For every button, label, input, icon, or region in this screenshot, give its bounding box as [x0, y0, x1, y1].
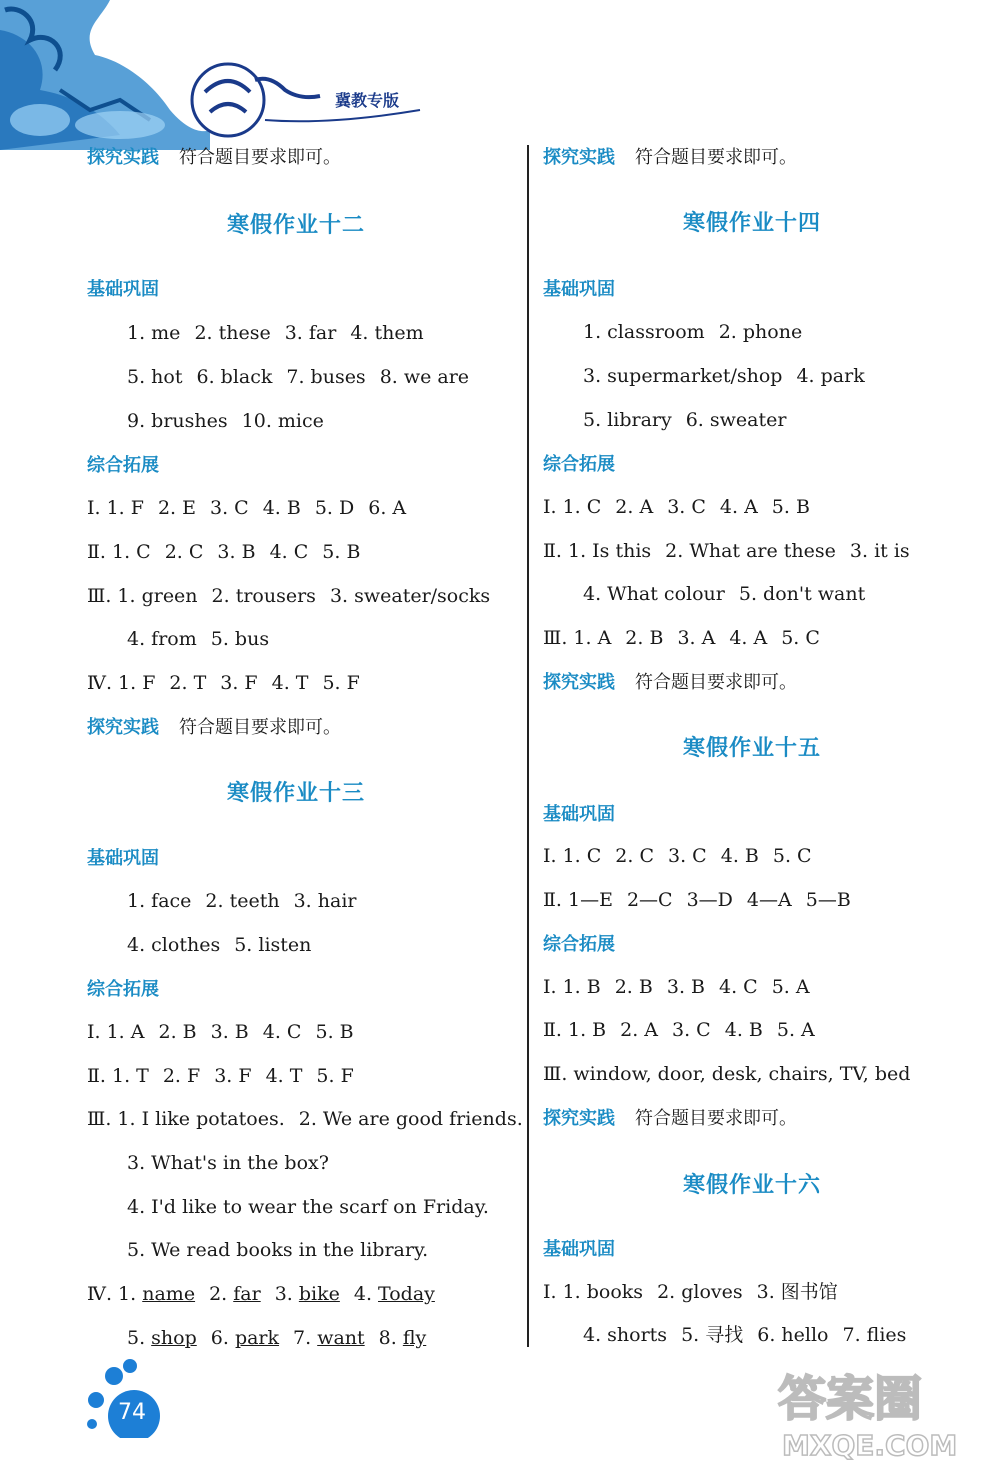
- answer-item: 4. T: [271, 672, 309, 694]
- underlined-answer: want: [317, 1327, 365, 1349]
- section-label: 探究实践: [87, 147, 159, 168]
- answer-item: 3. A: [677, 627, 716, 649]
- answer-item: 6. A: [368, 497, 407, 519]
- answer-item: [127, 1327, 197, 1349]
- answer-item: 2. trousers: [211, 585, 316, 607]
- answer-row: [87, 668, 374, 698]
- answer-item: 2. teeth: [205, 890, 280, 912]
- section-label: 基础巩固: [87, 848, 159, 869]
- answer-number: 7.: [293, 1327, 318, 1349]
- answer-row: [87, 493, 420, 523]
- answer-item: 3. C: [668, 845, 707, 867]
- section-line: [87, 712, 341, 742]
- section-label: 基础巩固: [543, 1239, 615, 1260]
- answer-item: 5. B: [322, 541, 361, 563]
- underlined-answer: fly: [402, 1327, 427, 1349]
- homework-title: [227, 776, 365, 812]
- answer-item: 10. mice: [241, 410, 324, 432]
- answer-item: 4. B: [720, 845, 759, 867]
- answer-item: 4. C: [719, 976, 758, 998]
- answer-row: [543, 492, 824, 522]
- section-line: [543, 1234, 615, 1264]
- answer-item: 2. What are these: [665, 540, 836, 562]
- answer-item: 5. We read books in the library.: [127, 1239, 429, 1261]
- answer-item: 2. T: [169, 672, 207, 694]
- section-label: 基础巩固: [543, 279, 615, 300]
- watermark-title: 答案圈: [778, 1371, 923, 1427]
- section-line: [87, 974, 159, 1004]
- answer-row: [127, 1192, 503, 1222]
- answer-number: 4.: [353, 1283, 379, 1305]
- section-label: 综合拓展: [87, 455, 159, 476]
- answer-item: 4. B: [262, 497, 301, 519]
- column-divider: [527, 145, 529, 1347]
- answer-item: [354, 1283, 435, 1305]
- answer-item: [293, 1327, 365, 1349]
- answer-item: 4. I'd like to wear the scarf on Friday.: [127, 1196, 489, 1218]
- answer-row: [127, 1148, 343, 1178]
- answer-row: [127, 624, 283, 654]
- answer-item: 3. F: [220, 672, 258, 694]
- answer-item: Ⅱ. 1. C: [87, 541, 151, 563]
- answer-row: [583, 361, 879, 391]
- answer-item: 5. listen: [234, 934, 312, 956]
- section-line: [543, 274, 615, 304]
- answer-item: 3. 图书馆: [756, 1281, 838, 1303]
- answer-row: [87, 1104, 537, 1134]
- answer-row: [583, 1320, 920, 1350]
- answer-row: [87, 581, 504, 611]
- underlined-answer: shop: [151, 1327, 197, 1349]
- answer-row: [543, 536, 924, 566]
- answer-item: 3. hair: [293, 890, 357, 912]
- answer-item: 5. C: [772, 845, 812, 867]
- answer-item: 5. library: [583, 409, 672, 431]
- answer-item: 2. A: [615, 496, 654, 518]
- answer-item: 4. T: [265, 1065, 303, 1087]
- answer-row: [127, 1323, 440, 1353]
- answer-item: 3. B: [666, 976, 705, 998]
- answer-item: 3. sweater/socks: [329, 585, 491, 607]
- answer-item: 2. C: [615, 845, 655, 867]
- section-label: 综合拓展: [543, 934, 615, 955]
- homework-title: [683, 1168, 821, 1204]
- section-line: [543, 667, 797, 697]
- answer-item: 2. phone: [718, 321, 803, 343]
- section-label: 基础巩固: [543, 804, 615, 825]
- answer-item: 2. C: [164, 541, 204, 563]
- answer-item: 2. gloves: [657, 1281, 743, 1303]
- page-number: 74: [118, 1400, 146, 1425]
- answer-item: 6. black: [196, 366, 273, 388]
- answer-item: Ⅰ. 1. A: [87, 1021, 145, 1043]
- homework-title-text: 寒假作业十五: [683, 736, 822, 761]
- answer-item: [87, 1283, 195, 1305]
- answer-number: 8.: [378, 1327, 403, 1349]
- homework-title: [683, 731, 821, 767]
- answer-item: 5. bus: [210, 628, 270, 650]
- answer-row: [543, 841, 826, 871]
- answer-item: 4. A: [719, 496, 758, 518]
- underlined-answer: far: [233, 1283, 261, 1305]
- answer-item: 4. What colour: [583, 583, 725, 605]
- answer-item: Ⅰ. 1. B: [543, 976, 601, 998]
- answer-item: 3. supermarket/shop: [583, 365, 783, 387]
- section-label: 综合拓展: [543, 454, 615, 475]
- section-line: [87, 450, 159, 480]
- answer-item: 5. B: [771, 496, 810, 518]
- section-note: 符合题目要求即可。: [635, 672, 797, 693]
- answer-number: 2.: [209, 1283, 234, 1305]
- answer-item: [379, 1327, 427, 1349]
- section-line: [543, 142, 797, 172]
- answer-item: Ⅱ. 1—E: [543, 889, 613, 911]
- underlined-answer: name: [142, 1283, 196, 1305]
- answer-item: Ⅱ. 1. Is this: [543, 540, 652, 562]
- answer-number: 6.: [210, 1327, 235, 1349]
- underlined-answer: bike: [298, 1283, 340, 1305]
- mountain-pine-illustration: [0, 0, 440, 150]
- answer-item: 6. sweater: [685, 409, 787, 431]
- answer-item: Ⅲ. window, door, desk, chairs, TV, bed: [543, 1063, 911, 1085]
- answer-item: 2—C: [626, 889, 673, 911]
- answer-item: 4. clothes: [127, 934, 221, 956]
- answer-item: 4. C: [262, 1021, 302, 1043]
- answer-item: 2. B: [625, 627, 664, 649]
- answer-item: 2. these: [194, 322, 271, 344]
- section-note: 符合题目要求即可。: [179, 717, 341, 738]
- answer-item: Ⅰ. 1. C: [543, 845, 602, 867]
- answer-item: 5. hot: [127, 366, 183, 388]
- answer-item: 3. B: [217, 541, 256, 563]
- answer-item: Ⅳ. 1. F: [87, 672, 156, 694]
- section-note: 符合题目要求即可。: [635, 1108, 797, 1129]
- answer-number: 3.: [274, 1283, 299, 1305]
- answer-item: Ⅱ. 1. B: [543, 1019, 607, 1041]
- homework-title-text: 寒假作业十二: [227, 213, 366, 238]
- section-label: 探究实践: [543, 672, 615, 693]
- answer-item: 5. B: [315, 1021, 354, 1043]
- brand-subtitle: 冀教专版: [335, 91, 400, 110]
- answer-row: [543, 885, 865, 915]
- answer-item: 3. What's in the box?: [127, 1152, 329, 1174]
- answer-row: [127, 362, 483, 392]
- answer-item: 5. A: [771, 976, 810, 998]
- answer-row: [87, 1017, 368, 1047]
- section-label: 综合拓展: [87, 979, 159, 1000]
- answer-item: Ⅲ. 1. green: [87, 585, 198, 607]
- homework-title-text: 寒假作业十三: [227, 781, 366, 806]
- answer-item: 5. 寻找: [681, 1324, 744, 1346]
- watermark-url: MXQE.COM: [782, 1429, 958, 1462]
- section-label: 探究实践: [543, 147, 615, 168]
- section-line: [87, 274, 159, 304]
- answer-item: Ⅰ. 1. F: [87, 497, 144, 519]
- answer-item: [275, 1283, 340, 1305]
- answer-number: 5.: [127, 1327, 152, 1349]
- answer-item: 7. flies: [842, 1324, 907, 1346]
- answer-item: 4—A: [746, 889, 792, 911]
- answer-item: 5. don't want: [738, 583, 866, 605]
- answer-item: 3. B: [210, 1021, 249, 1043]
- homework-title-text: 寒假作业十四: [683, 211, 822, 236]
- answer-number: Ⅳ. 1.: [87, 1283, 143, 1305]
- answer-item: Ⅱ. 1. T: [87, 1065, 149, 1087]
- answer-item: 2. We are good friends.: [298, 1108, 523, 1130]
- section-line: [543, 449, 615, 479]
- answer-item: 4. park: [796, 365, 865, 387]
- answer-item: 5. C: [781, 627, 820, 649]
- section-label: 探究实践: [87, 717, 159, 738]
- answer-item: Ⅲ. 1. I like potatoes.: [87, 1108, 285, 1130]
- answer-item: [209, 1283, 261, 1305]
- answer-item: 3—D: [686, 889, 733, 911]
- answer-item: 2. F: [162, 1065, 201, 1087]
- section-line: [543, 929, 615, 959]
- answer-row: [543, 623, 834, 653]
- answer-item: 5. F: [316, 1065, 354, 1087]
- answer-item: 6. hello: [757, 1324, 829, 1346]
- answer-row: [543, 1059, 924, 1089]
- underlined-answer: Today: [378, 1283, 435, 1305]
- answer-item: 2. A: [620, 1019, 659, 1041]
- answer-item: 4. shorts: [583, 1324, 668, 1346]
- answer-item: 3. C: [209, 497, 249, 519]
- answer-row: [543, 1015, 829, 1045]
- answer-item: 1. me: [127, 322, 181, 344]
- answer-row: [543, 1277, 852, 1307]
- answer-item: 5—B: [805, 889, 851, 911]
- answer-item: 2. B: [158, 1021, 197, 1043]
- answer-row: [127, 886, 371, 916]
- answer-item: 4. B: [724, 1019, 763, 1041]
- answer-item: Ⅲ. 1. A: [543, 627, 612, 649]
- section-line: [543, 1103, 797, 1133]
- answer-row: [87, 1061, 368, 1091]
- answer-item: 4. from: [127, 628, 197, 650]
- watermark-logo: [768, 1360, 993, 1465]
- answer-item: 2. B: [614, 976, 653, 998]
- answer-item: 4. them: [350, 322, 424, 344]
- answer-item: Ⅰ. 1. books: [543, 1281, 644, 1303]
- answer-item: 5. D: [314, 497, 355, 519]
- answer-item: 3. C: [672, 1019, 711, 1041]
- answer-row: [127, 930, 325, 960]
- section-note: 符合题目要求即可。: [635, 147, 797, 168]
- section-line: [543, 799, 615, 829]
- answer-item: 3. F: [214, 1065, 252, 1087]
- answer-row: [543, 972, 824, 1002]
- section-note: 符合题目要求即可。: [179, 147, 341, 168]
- answer-item: [211, 1327, 279, 1349]
- homework-title-text: 寒假作业十六: [683, 1173, 822, 1198]
- answer-item: 3. far: [284, 322, 337, 344]
- answer-row: [583, 579, 879, 609]
- answer-row: [87, 1279, 449, 1309]
- answer-item: 1. face: [127, 890, 192, 912]
- answer-item: 9. brushes: [127, 410, 228, 432]
- section-label: 探究实践: [543, 1108, 615, 1129]
- answer-row: [87, 537, 374, 567]
- homework-title: [683, 206, 821, 242]
- page-number-bubbles: [82, 1358, 172, 1438]
- answer-row: [127, 318, 438, 348]
- answer-row: [583, 317, 816, 347]
- answer-row: [127, 406, 338, 436]
- answer-item: 8. we are: [379, 366, 470, 388]
- answer-item: 2. E: [157, 497, 196, 519]
- section-line: [87, 843, 159, 873]
- answer-item: 5. A: [776, 1019, 815, 1041]
- answer-item: 4. C: [269, 541, 309, 563]
- homework-title: [227, 208, 365, 244]
- answer-item: Ⅰ. 1. C: [543, 496, 602, 518]
- answer-item: 7. buses: [286, 366, 366, 388]
- answer-item: 4. A: [729, 627, 768, 649]
- answer-row: [127, 1235, 442, 1265]
- logo-ring: [192, 64, 264, 136]
- underlined-answer: park: [234, 1327, 280, 1349]
- answer-item: 3. C: [667, 496, 706, 518]
- answer-item: 5. F: [322, 672, 360, 694]
- answer-item: 3. it is: [849, 540, 910, 562]
- answer-item: 1. classroom: [583, 321, 705, 343]
- answer-row: [583, 405, 800, 435]
- section-line: [87, 142, 341, 172]
- section-label: 基础巩固: [87, 279, 159, 300]
